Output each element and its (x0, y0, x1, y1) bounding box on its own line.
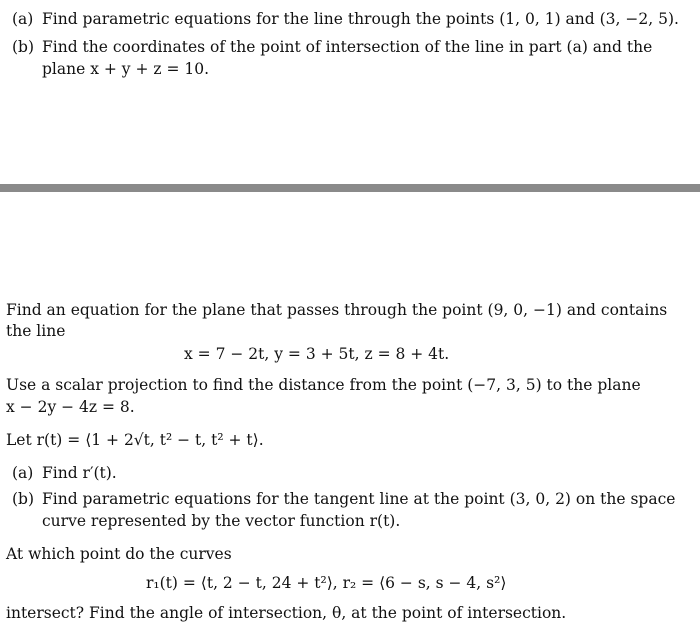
part-a-label-2: (a) (12, 464, 34, 482)
curves-equation: r₁(t) = ⟨t, 2 − t, 24 + t²⟩, r₂ = ⟨6 − s, s − 4, s²⟩ (146, 574, 507, 592)
vector-function-definition: Let r(t) = ⟨1 + 2√t, t² − t, t² + t⟩. (6, 431, 264, 449)
plane-question-line1: Find an equation for the plane that passes through the point (9, 0, −1) and contains (6, 301, 668, 319)
projection-question-line2: x − 2y − 4z = 8. (6, 398, 135, 416)
part-a-label: (a) (12, 10, 34, 28)
plane-equation: x = 7 − 2t, y = 3 + 5t, z = 8 + 4t. (184, 345, 450, 363)
plane-question-line2: the line (6, 322, 66, 340)
projection-question-line1: Use a scalar projection to find the distance from the point (−7, 3, 5) to the plane (6, 376, 641, 394)
part-b-text-line1: Find the coordinates of the point of intersection of the line in part (a) and the (42, 38, 653, 56)
curves-question-line2: intersect? Find the angle of intersection, θ, at the point of intersection. (6, 604, 567, 622)
part-b-text-line2: plane x + y + z = 10. (42, 60, 210, 78)
part-b-label-2: (b) (12, 490, 35, 508)
part-b-text-2-line1: Find parametric equations for the tangent line at the point (3, 0, 2) on the space (42, 490, 676, 508)
part-a-text: Find parametric equations for the line through the points (1, 0, 1) and (3, −2, 5). (42, 10, 679, 28)
part-a-text-2: Find r′(t). (42, 464, 117, 482)
part-b-text-2-line2: curve represented by the vector function r(t). (42, 512, 401, 530)
curves-question-line1: At which point do the curves (6, 545, 232, 563)
part-b-label: (b) (12, 38, 35, 56)
section-divider (0, 184, 700, 192)
